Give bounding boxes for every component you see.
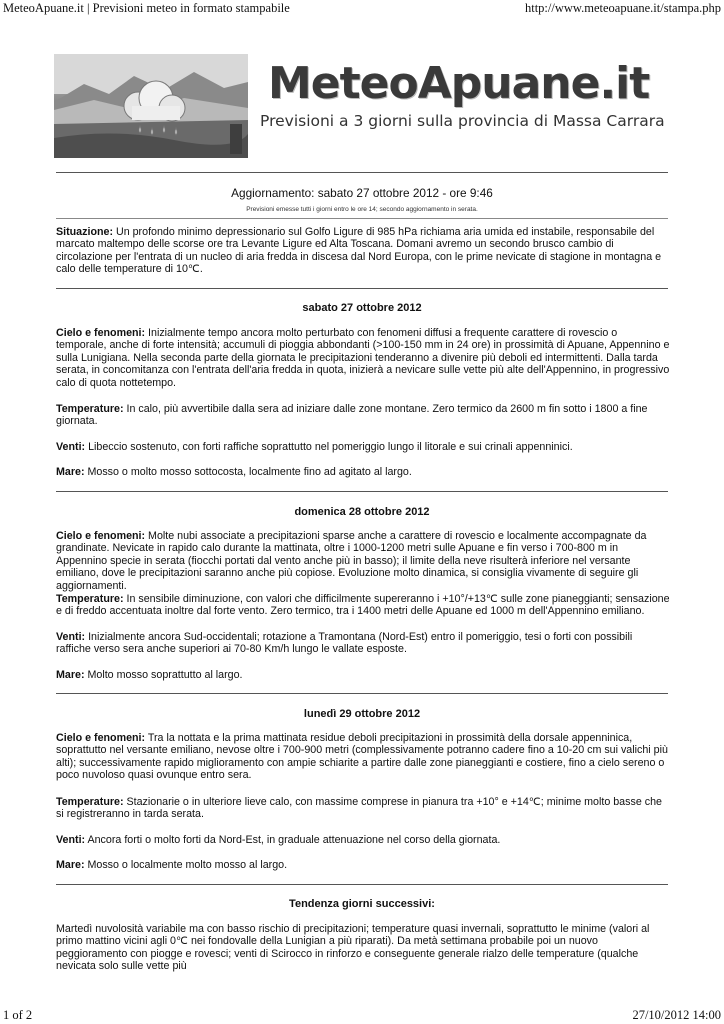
site-banner [54,54,670,160]
sky-text: Molte nubi associate a precipitazioni sparse anche a carattere di rovescio e localmente accompagnate da grandinate. Nevicate in rapido calo durante la mattinata, oltre i 1000-1200 metri sulle Apuane e fin verso i 700-800 m in Appennino specie in serata (fiocchi portati dal vento anche più in basso); il limite della neve risulterà inferiore nel versante emiliano, dove le precipitazioni saranno anche più copiose. Evoluzione molto dinamica, si consiglia vivamente di seguire gli aggiornamenti. [56,530,647,592]
day-sky-paragraph [56,530,670,592]
trend-paragraph: Martedì nuvolosità variabile ma con basso rischio di precipitazioni; temperature quasi invernali, soprattutto le minime (valori al primo mattino vicini agli 0℃ nei fondovalle della Lunigian a più riparati). Da metà settimana probabile poi un nuovo peggioramento con piogge e rovesci; venti di Scirocco in rinforzo e conseguente generale rialzo delle temperature (qualche nevicata solo sulle vette più [56,923,650,973]
divider [56,491,668,492]
site-subtitle: Previsioni a 3 giorni sulla provincia di Massa Carrara [260,112,665,130]
day-sea-paragraph [56,859,670,871]
day-sea-paragraph [56,466,670,478]
update-note: Previsioni emesse tutti i giorni entro le ore 14; secondo aggiornamento in serata. [246,206,478,213]
day-wind-paragraph [56,834,670,846]
sky-label: Cielo e fenomeni: [56,327,146,339]
sea-label: Mare: [56,669,85,681]
trend-title: Tendenza giorni successivi: [289,898,435,910]
print-header-url[interactable]: http://www.meteoapuane.it/stampa.php [524,1,721,15]
wind-label: Venti: [56,441,86,453]
divider [56,172,668,173]
day-title: domenica 28 ottobre 2012 [294,506,430,518]
day-sea-paragraph [56,669,670,681]
print-timestamp: 27/10/2012 14:00 [632,1008,721,1022]
wind-text: Libeccio sostenuto, con forti raffiche soprattutto nel pomeriggio lungo il litorale e sui crinali appenninici. [85,441,573,453]
temperature-text: In sensibile diminuzione, con valori che difficilmente supereranno i +10°/+13℃ sulle zone pianeggianti; sensazione e di freddo accentuata inoltre dal forte vento. Zero termico, tra i 1400 metri delle Apuane ed 1000 m dell'Appennino emiliano. [56,593,670,618]
temperature-label: Temperature: [56,593,124,605]
temperature-text: Stazionarie o in ulteriore lieve calo, con massime comprese in pianura tra +10° e +14℃; minime molto basse che si registreranno in tarda serata. [56,796,662,821]
sky-text: Tra la nottata e la prima mattinata residue deboli precipitazioni in prossimità della dorsale appenninica, soprattutto nel versante emiliano, nevose oltre i 700-900 metri (complessivamente potranno cadere fino a 10-20 cm sui valichi più alti); successivamente rapido miglioramento con ampie schiarite a partire dalle zone pianeggianti e costiere, fino a cielo sereno o poco nuvoloso quasi ovunque entro sera. [56,732,668,782]
sea-text: Mosso o localmente molto mosso al largo. [84,859,288,871]
day-wind-paragraph [56,441,670,453]
day-temperature-paragraph [56,593,670,618]
divider [56,884,668,885]
day-wind-paragraph [56,631,670,656]
print-footer [0,1008,724,1024]
situation-paragraph [56,226,670,276]
sky-text: Inizialmente tempo ancora molto perturbato con fenomeni diffusi a frequente carattere di rovescio o temporale, anche di forte intensità; accumuli di pioggia abbondanti (>100-150 mm in 24 ore) in prossimità di Apuane, Appennino e sulla Lunigiana. Nella seconda parte della giornata le precipitazioni tenderanno a divenire più deboli ed intermittenti. Dalla tarda serata, in concomitanza con l'entrata dell'aria fredda in quota, inizierà a nevicare sulle vette più alte dell'Appennino, in progressivo calo di quota nottetempo. [56,327,670,389]
sea-text: Mosso o molto mosso sottocosta, localmente fino ad agitato al largo. [84,466,412,478]
sky-label: Cielo e fenomeni: [56,732,146,744]
day-sky-paragraph [56,732,670,782]
day-title: lunedì 29 ottobre 2012 [303,708,421,720]
situation-label: Situazione: [56,226,114,238]
divider [56,218,668,219]
situation-text: Un profondo minimo depressionario sul Golfo Ligure di 985 hPa richiama aria umida ed instabile, responsabile del marcato maltempo delle scorse ore tra Levante Ligure ed Alta Toscana. Domani avremo un secondo brusco cambio di circolazione per l'entrata di un nucleo di aria fredda in discesa dal Nord Europa, con le prime nevicate di stagione in montagna e calo delle temperature di 10℃. [56,226,662,276]
sea-label: Mare: [56,466,85,478]
site-logo-title: MeteoApuane.it [268,58,650,109]
sky-label: Cielo e fenomeni: [56,530,146,542]
divider [56,288,668,289]
wind-label: Venti: [56,834,86,846]
update-timestamp: Aggiornamento: sabato 27 ottobre 2012 - ore 9:46 [231,186,493,200]
banner-photo [54,54,248,158]
temperature-label: Temperature: [56,403,124,415]
day-sky-paragraph [56,327,670,389]
day-title: sabato 27 ottobre 2012 [302,302,422,314]
wind-label: Venti: [56,631,86,643]
day-temperature-paragraph [56,403,670,428]
temperature-label: Temperature: [56,796,124,808]
print-header-title: MeteoApuane.it | Previsioni meteo in formato stampabile [3,1,290,15]
print-header [0,0,724,16]
wind-text: Ancora forti o molto forti da Nord-Est, in graduale attenuazione nel corso della giornata. [85,834,501,846]
temperature-text: In calo, più avvertibile dalla sera ad iniziare dalle zone montane. Zero termico da 2600 m fin sotto i 1800 a fine giornata. [56,403,648,428]
day-temperature-paragraph [56,796,670,821]
divider [56,693,668,694]
page-number: 1 of 2 [3,1008,33,1022]
sea-label: Mare: [56,859,85,871]
weather-cloud-rain-icon [110,76,200,146]
wind-text: Inizialmente ancora Sud-occidentali; rotazione a Tramontana (Nord-Est) entro il pomeriggio, tesi o forti con possibili raffiche verso sera anche superiori ai 70-80 Km/h lungo le vallate esposte. [56,631,633,656]
sea-text: Molto mosso soprattutto al largo. [84,669,243,681]
